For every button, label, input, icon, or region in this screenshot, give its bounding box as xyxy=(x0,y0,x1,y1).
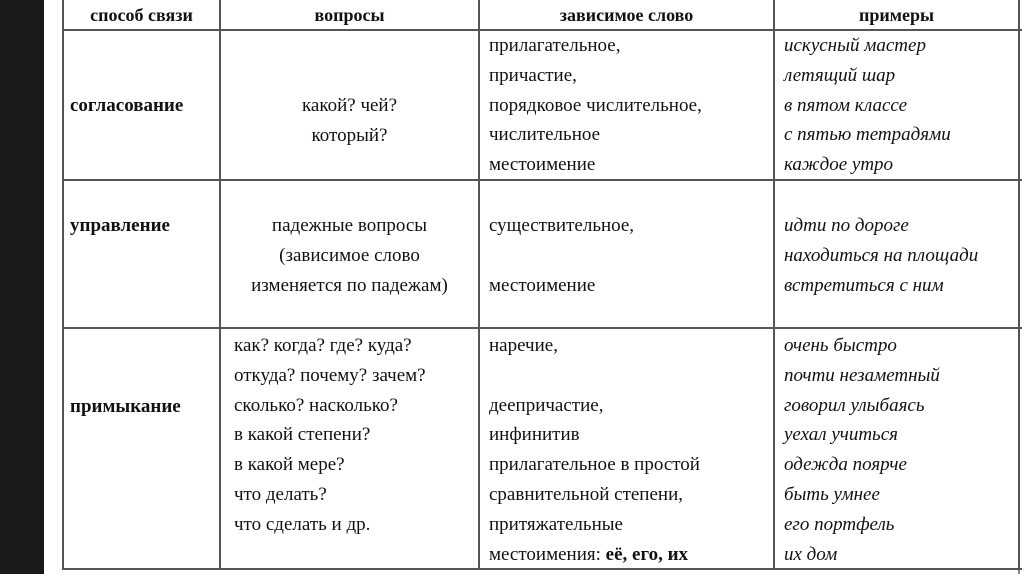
dependent-line: притяжательные xyxy=(489,513,623,535)
dependent-line: прилагательное в простой xyxy=(489,454,700,476)
dependent-line: порядковое числительное, xyxy=(489,94,702,116)
example-line: летящий шар xyxy=(784,64,896,86)
dependent-line: существительное, xyxy=(489,215,635,236)
example-line: говорил улыбаясь xyxy=(784,394,925,416)
row-type-agreement: согласование xyxy=(70,95,184,116)
example-line: идти по дороге xyxy=(784,215,909,236)
questions-adjunction xyxy=(234,331,426,540)
question-line: что сделать и др. xyxy=(234,513,371,535)
header-questions: вопросы xyxy=(314,5,385,25)
questions-government xyxy=(221,211,478,300)
example-line: одежда поярче xyxy=(784,454,907,476)
example-line: в пятом классе xyxy=(784,94,908,116)
question-line: сколько? насколько? xyxy=(234,394,398,416)
example-line: очень быстро xyxy=(784,335,897,356)
example-line: находиться на площади xyxy=(784,244,979,266)
example-line: каждое утро xyxy=(784,154,894,176)
example-line: встретиться с ним xyxy=(784,274,944,296)
dependent-line: деепричастие, xyxy=(489,394,604,416)
grid-line xyxy=(1018,0,1020,570)
dependent-text: местоимения: xyxy=(489,543,601,565)
question-line: в какой мере? xyxy=(234,454,345,476)
header-examples: примеры xyxy=(858,5,935,25)
dependent-government xyxy=(489,211,634,300)
question-line: падежные вопросы xyxy=(271,215,428,236)
dependent-line: местоимение xyxy=(489,274,596,296)
grid-line xyxy=(62,0,64,570)
syntax-links-table xyxy=(62,0,1022,574)
examples-agreement xyxy=(784,31,951,180)
header-connection-type: способ связи xyxy=(90,5,193,25)
question-line: (зависимое слово xyxy=(279,244,420,266)
dependent-line: числительное xyxy=(489,124,601,146)
dependent-line: сравнительной степени, xyxy=(489,483,683,505)
examples-government xyxy=(784,211,978,300)
row-type-adjunction: примыкание xyxy=(70,396,181,417)
questions-agreement xyxy=(221,91,478,151)
left-border-bar xyxy=(0,0,44,574)
question-line: откуда? почему? зачем? xyxy=(234,364,426,386)
examples-adjunction xyxy=(784,331,940,569)
example-line: с пятью тетрадями xyxy=(784,124,951,146)
header-dependent-word: зависимое слово xyxy=(559,5,694,25)
question-line: который? xyxy=(311,124,388,146)
dependent-adjunction xyxy=(489,331,700,569)
spacer xyxy=(489,361,700,391)
example-line: их дом xyxy=(784,543,838,565)
grid-line xyxy=(478,0,480,570)
example-line: искусный мастер xyxy=(784,35,926,56)
dependent-line xyxy=(489,540,700,570)
dependent-line: причастие, xyxy=(489,64,577,86)
spacer xyxy=(489,241,634,271)
question-line: изменяется по падежам) xyxy=(251,274,448,296)
grid-line xyxy=(62,327,1022,329)
question-line: какой? чей? xyxy=(301,95,398,116)
dependent-line: местоимение xyxy=(489,154,596,176)
dependent-line: наречие, xyxy=(489,335,558,356)
example-line: почти незаметный xyxy=(784,364,940,386)
example-line: его портфель xyxy=(784,513,895,535)
question-line: в какой степени? xyxy=(234,424,371,446)
grid-line xyxy=(773,0,775,570)
dependent-line: прилагательное, xyxy=(489,35,621,56)
question-line: что делать? xyxy=(234,483,327,505)
question-line: как? когда? где? куда? xyxy=(234,335,412,356)
dependent-line: инфинитив xyxy=(489,424,580,446)
example-line: быть умнее xyxy=(784,483,880,505)
dependent-agreement xyxy=(489,31,702,180)
dependent-bold-pronouns: её, его, их xyxy=(605,543,689,565)
row-type-government: управление xyxy=(70,215,170,236)
example-line: уехал учиться xyxy=(784,424,898,446)
